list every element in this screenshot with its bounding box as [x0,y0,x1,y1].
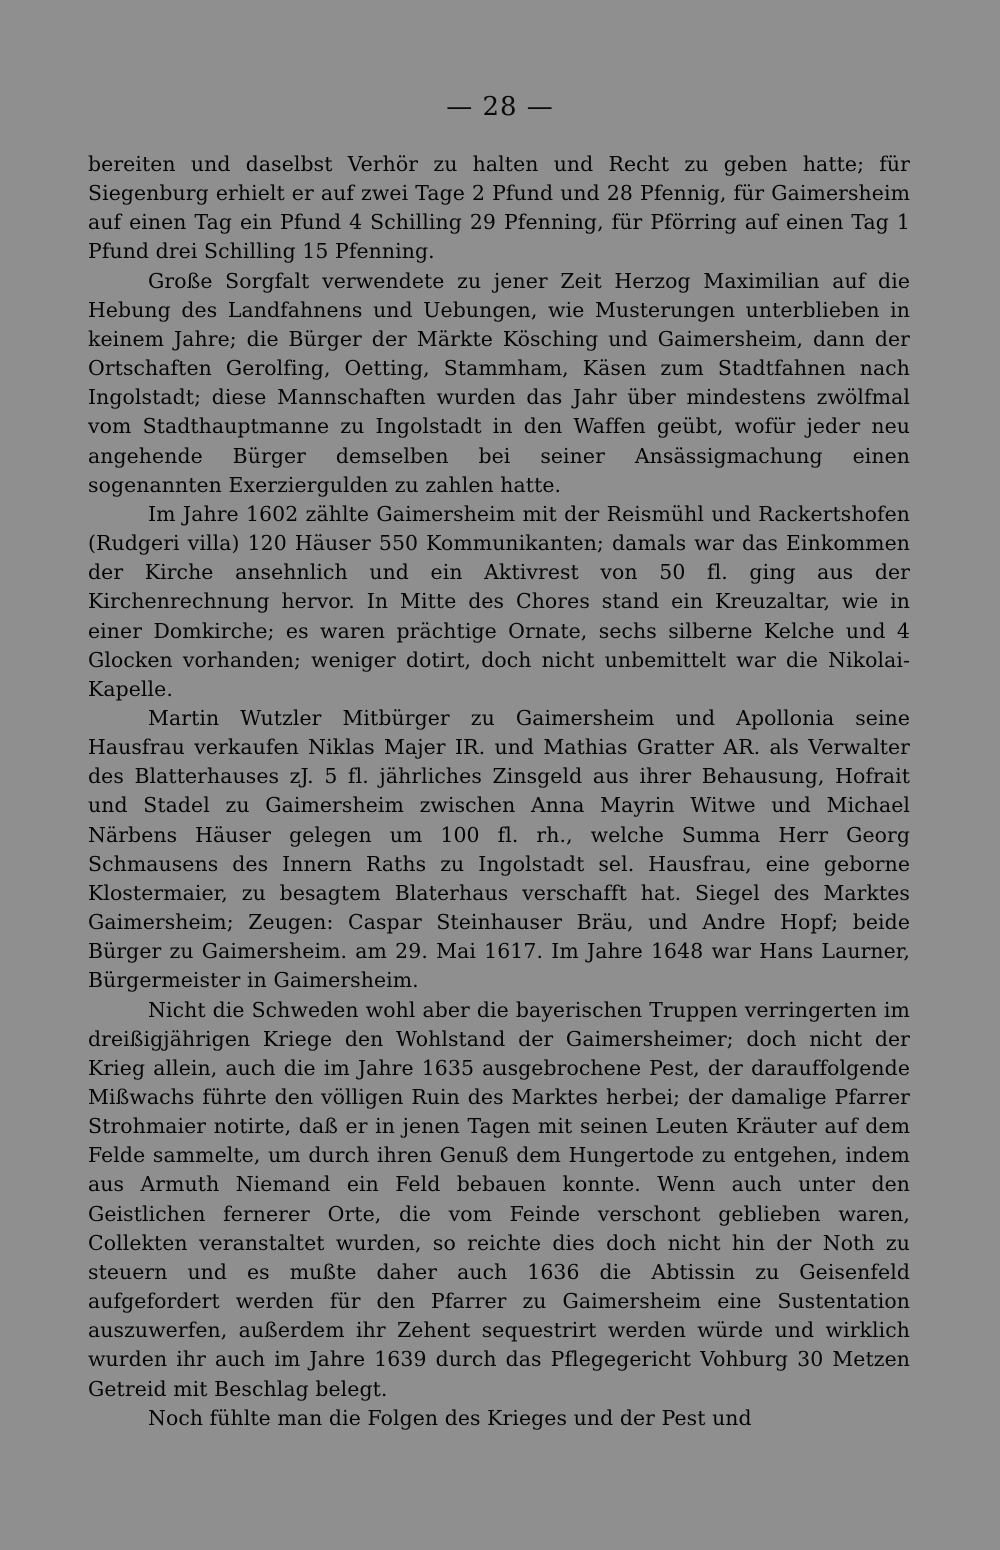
paragraph: Martin Wutzler Mitbürger zu Gaimersheim und Apollonia seine Hausfrau verkaufen Niklas Majer IR. und Mathias Gratter AR. als Verwalter des Blatterhauses zJ. 5 fl. jährliches Zinsgeld aus ihrer Behausung, Hofrait und Stadel zu Gaimersheim zwischen Anna Mayrin Witwe und Michael Närbens Häuser gelegen um 100 fl. rh., welche Summa Herr Georg Schmausens des Innern Raths zu Ingolstadt sel. Hausfrau, eine geborne Klostermaier, zu besagtem Blaterhaus verschafft hat. Siegel des Marktes Gaimersheim; Zeugen: Caspar Steinhauser Bräu, und Andre Hopf; beide Bürger zu Gaimersheim. am 29. Mai 1617. Im Jahre 1648 war Hans Laurner, Bürgermeister in Gaimersheim. [88,705,910,993]
paragraph: Im Jahre 1602 zählte Gaimersheim mit der Reismühl und Rackertshofen (Rudgeri villa) 120 Häuser 550 Kommunikanten; damals war das Einkommen der Kirche ansehnlich und ein Aktivrest von 50 fl. ging aus der Kirchenrechnung hervor. In Mitte des Chores stand ein Kreuzaltar, wie in einer Domkirche; es waren prächtige Ornate, sechs silberne Kelche und 4 Glocken vorhanden; weniger dotirt, doch nicht unbemittelt war die Nikolai-Kapelle. [88,501,910,701]
paragraph: bereiten und daselbst Verhör zu halten und Recht zu geben hatte; für Siegenburg erhielt er auf zwei Tage 2 Pfund und 28 Pfennig, für Gaimersheim auf einen Tag ein Pfund 4 Schilling 29 Pfenning, für Pförring auf einen Tag 1 Pfund drei Schilling 15 Pfenning. [88,152,910,264]
paragraph: Nicht die Schweden wohl aber die bayerischen Truppen verringerten im dreißigjährigen Kriege den Wohlstand der Gaimersheimer; doch nicht der Krieg allein, auch die im Jahre 1635 ausgebrochene Pest, der darauffolgende Mißwachs führte den völligen Ruin des Marktes herbei; der damalige Pfarrer Strohmaier notirte, daß er in jenen Tagen mit seinen Leuten Kräuter auf dem Felde sammelte, um durch ihren Genuß dem Hungertode zu entgehen, indem aus Armuth Niemand ein Feld bebauen konnte. Wenn auch unter den Geistlichen fernerer Orte, die vom Feinde verschont geblieben waren, Collekten veranstaltet wurden, so reichte dies doch nicht hin der Noth zu steuern und es mußte daher auch 1636 die Abtissin zu Geisenfeld aufgefordert werden für den Pfarrer zu Gaimersheim eine Sustentation auszuwerfen, außerdem ihr Zehent sequestrirt werden würde und wirklich wurden ihr auch im Jahre 1639 durch das Pflegegericht Vohburg 30 Metzen Getreid mit Beschlag belegt. [88,997,910,1401]
page-number: — 28 — [446,92,554,122]
page-body [88,150,910,1433]
paragraph: Große Sorgfalt verwendete zu jener Zeit Herzog Maximilian auf die Hebung des Landfahnens und Uebungen, wie Musterungen unterblieben in keinem Jahre; die Bürger der Märkte Kösching und Gaimersheim, dann der Ortschaften Gerolfing, Oetting, Stammham, Käsen zum Stadtfahnen nach Ingolstadt; diese Mannschaften wurden das Jahr über mindestens zwölfmal vom Stadthauptmanne zu Ingolstadt in den Waffen geübt, wofür jeder neu angehende Bürger demselben bei seiner Ansässigmachung einen sogenannten Exerziergulden zu zahlen hatte. [88,268,910,497]
paragraph: Noch fühlte man die Folgen des Krieges und der Pest und [148,1405,752,1430]
